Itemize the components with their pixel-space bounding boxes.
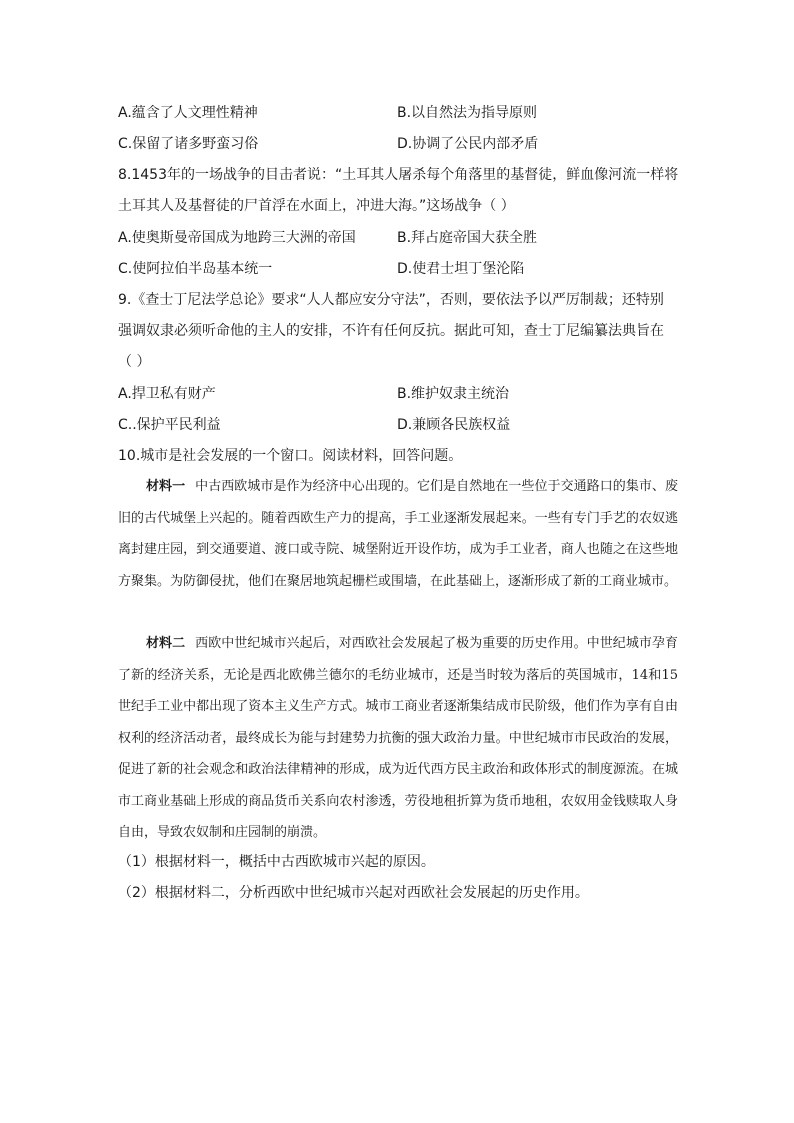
material-one-label: 材料一	[146, 479, 186, 494]
q7-option-a: A.蕴含了人文理性精神	[118, 105, 258, 121]
q9-option-c: C..保护平民利益	[118, 417, 221, 433]
q9-stem-line2: 强调奴隶必须听命他的主人的安排，不许有任何反抗。据此可知，查士丁尼编纂法典旨在	[118, 323, 664, 339]
q8-stem-line2: 土耳其人及基督徒的尸首浮在水面上，冲进大海。”这场战争（ ）	[118, 198, 515, 214]
q8-option-b: B.拜占庭帝国大获全胜	[397, 230, 538, 246]
q7-option-c: C.保留了诸多野蛮习俗	[118, 136, 259, 152]
q7-option-d: D.协调了公民内部矛盾	[397, 136, 539, 152]
q9-option-b: B.维护奴隶主统治	[397, 386, 510, 402]
q9-option-d: D.兼顾各民族权益	[397, 417, 511, 433]
q10-sub-question-2: （2）根据材料二，分析西欧中世纪城市兴起对西欧社会发展起的历史作用。	[118, 885, 589, 901]
q9-stem-line1: 9.《查士丁尼法学总论》要求“人人都应安分守法”，否则，要依法予以严厉制裁；还特别	[118, 292, 664, 308]
material-two	[118, 628, 678, 849]
q8-option-c: C.使阿拉伯半岛基本统一	[118, 261, 273, 277]
q10-sub-question-1: （1）根据材料一，概括中古西欧城市兴起的原因。	[118, 854, 435, 870]
q9-option-a: A.捍卫私有财产	[118, 386, 216, 402]
material-two-text: 西欧中世纪城市兴起后，对西欧社会发展起了极为重要的历史作用。中世纪城市孕育了新的经济关系，无论是西北欧佛兰德尔的毛纺业城市，还是当时较为落后的英国城市，14和15世纪手工业中都出现了资本主义生产方式。城市工商业者逐渐集结成市民阶级，他们作为享有自由权利的经济活动者，最终成长为能与封建势力抗衡的强大政治力量。中世纪城市市民政治的发展，促进了新的社会观念和政治法律精神的形成，成为近代西方民主政治和政体形式的制度源流。在城市工商业基础上形成的商品货币关系向农村渗透，劳役地租折算为货币地租，农奴用金钱赎取人身自由，导致农奴制和庄园制的崩溃。	[118, 636, 678, 840]
q10-stem: 10.城市是社会发展的一个窗口。阅读材料，回答问题。	[118, 448, 463, 464]
q8-stem-line1: 8.1453年的一场战争的目击者说：“土耳其人屠杀每个角落里的基督徒，鲜血像河流一样将	[118, 167, 679, 183]
q8-option-a: A.使奥斯曼帝国成为地跨三大洲的帝国	[118, 230, 356, 246]
q8-option-d: D.使君士坦丁堡沦陷	[397, 261, 525, 277]
material-two-label: 材料二	[146, 636, 186, 651]
q7-option-b: B.以自然法为指导原则	[397, 105, 538, 121]
material-one	[118, 471, 678, 597]
q9-stem-line3: （ ）	[118, 354, 151, 370]
material-one-text: 中古西欧城市是作为经济中心出现的。它们是自然地在一些位于交通路口的集市、废旧的古代城堡上兴起的。随着西欧生产力的提高，手工业逐渐发展起来。一些有专门手艺的农奴逃离封建庄园，到交通要道、渡口或寺院、城堡附近开设作坊，成为手工业者，商人也随之在这些地方聚集。为防御侵扰，他们在聚居地筑起栅栏或围墙，在此基础上，逐渐形成了新的工商业城市。	[118, 479, 678, 589]
